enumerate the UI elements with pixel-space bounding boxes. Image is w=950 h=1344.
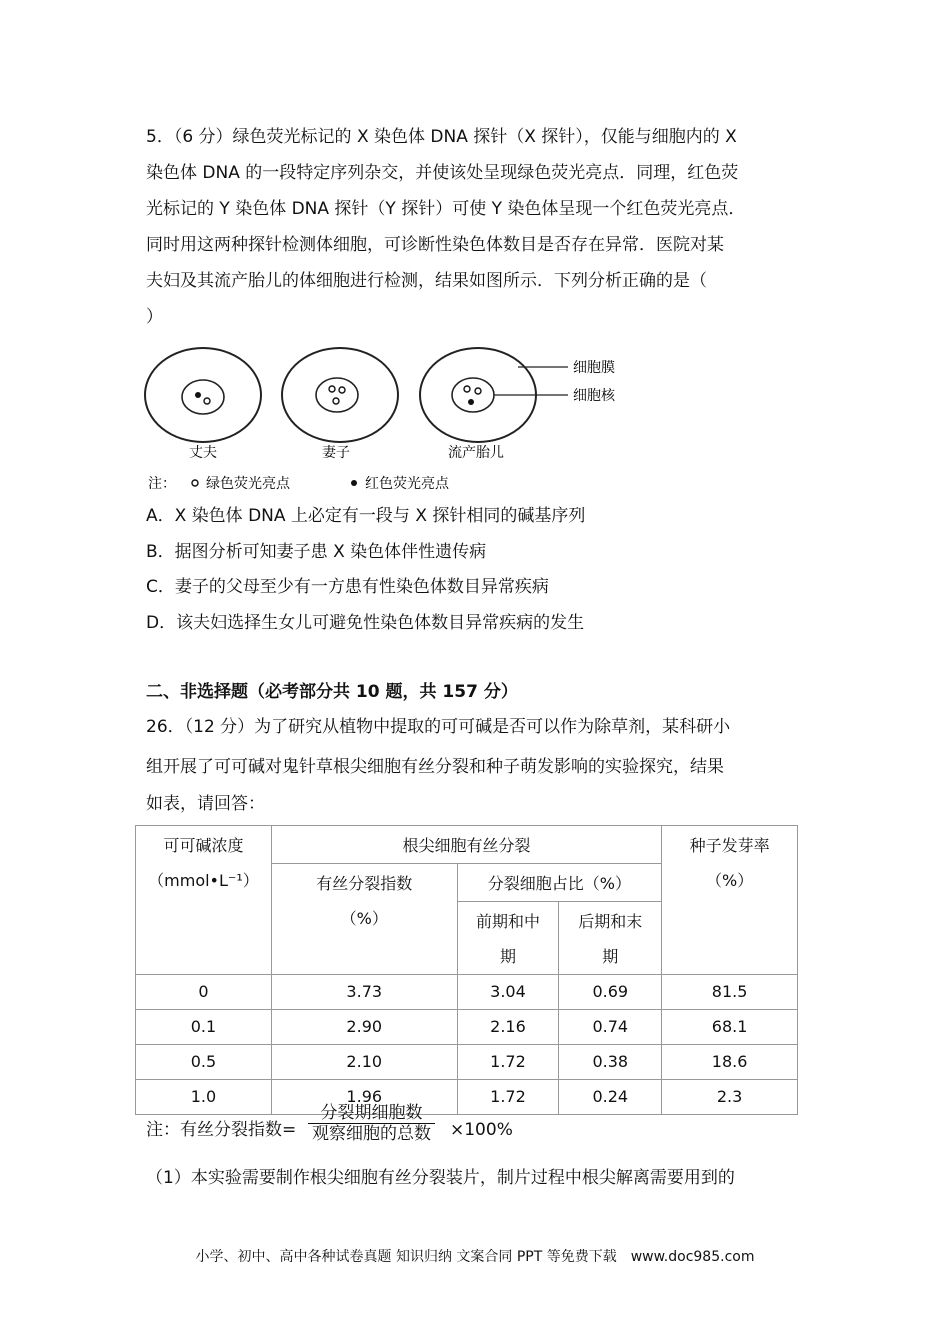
q26-line-1: 26．（12 分）为了研究从植物中提取的可可碱是否可以作为除草剂，某科研小	[146, 717, 731, 737]
fetus-red-dot	[468, 399, 474, 405]
header-pm-line2: 期	[499, 947, 516, 966]
header-mitotic-index	[271, 864, 457, 975]
membrane-label: 细胞膜	[573, 360, 615, 376]
nucleus-label: 细胞核	[573, 388, 615, 404]
cell: 0	[136, 975, 272, 1010]
header-at-line1: 后期和末	[578, 912, 643, 931]
cell: 2.16	[457, 1010, 559, 1045]
husband-green-dot	[204, 398, 210, 404]
q5-line-3: 光标记的 Y 染色体 DNA 探针（Y 探针）可使 Y 染色体呈现一个红色荧光亮点．	[146, 199, 746, 219]
wife-green-dot	[329, 386, 335, 392]
option-c: C．妻子的父母至少有一方患有性染色体数目异常疾病	[146, 577, 549, 597]
wife-green-dot	[339, 387, 345, 393]
cell-figure	[140, 345, 640, 495]
wife-cell-membrane	[282, 348, 398, 442]
option-b: B．据图分析可知妻子患 X 染色体伴性遗传病	[146, 542, 487, 562]
header-germination	[662, 826, 798, 975]
table-row	[136, 975, 798, 1010]
header-prophase-metaphase	[457, 902, 559, 975]
cell: 3.73	[271, 975, 457, 1010]
cell: 1.72	[457, 1045, 559, 1080]
q26-line-2: 组开展了可可碱对鬼针草根尖细胞有丝分裂和种子萌发影响的实验探究，结果	[146, 757, 724, 777]
wife-label: 妻子	[322, 445, 350, 461]
table-row	[136, 1010, 798, 1045]
wife-nucleus	[316, 378, 358, 412]
q5-line-1: 5．（6 分）绿色荧光标记的 X 染色体 DNA 探针（X 探针），仅能与细胞内的 X	[146, 127, 737, 147]
cell: 3.04	[457, 975, 559, 1010]
header-germination-unit: （%）	[705, 871, 754, 890]
cell: 0.24	[559, 1080, 662, 1115]
cell: 2.3	[662, 1080, 798, 1115]
header-concentration	[136, 826, 272, 975]
legend-red-label: 红色荧光亮点	[365, 476, 449, 492]
header-mitosis: 根尖细胞有丝分裂	[271, 826, 661, 864]
results-table	[135, 825, 798, 1115]
table-row	[136, 1045, 798, 1080]
legend-green-dot-icon	[192, 480, 198, 486]
formula-fraction	[308, 1103, 435, 1144]
q5-line-5: 夫妇及其流产胎儿的体细胞进行检测，结果如图所示．下列分析正确的是（	[146, 271, 707, 291]
fetus-green-dot	[475, 388, 481, 394]
legend-red-dot-icon	[351, 480, 357, 486]
husband-cell-membrane	[145, 348, 261, 442]
q5-line-2: 染色体 DNA 的一段特定序列杂交，并使该处呈现绿色荧光亮点．同理，红色荧	[146, 163, 739, 183]
section-heading: 二、非选择题（必考部分共 10 题，共 157 分）	[146, 682, 518, 702]
formula-tail: ×100%	[450, 1120, 513, 1140]
cell: 0.1	[136, 1010, 272, 1045]
cell: 0.74	[559, 1010, 662, 1045]
husband-label: 丈夫	[189, 445, 217, 461]
wife-green-dot	[333, 398, 339, 404]
formula-numerator: 分裂期细胞数	[308, 1103, 435, 1124]
husband-red-dot	[195, 392, 201, 398]
option-a: A．X 染色体 DNA 上必定有一段与 X 探针相同的碱基序列	[146, 506, 586, 526]
cell: 68.1	[662, 1010, 798, 1045]
header-dividing-ratio: 分裂细胞占比（%）	[457, 864, 662, 902]
cell: 18.6	[662, 1045, 798, 1080]
cell: 1.0	[136, 1080, 272, 1115]
cell: 81.5	[662, 975, 798, 1010]
fetus-green-dot	[464, 386, 470, 392]
formula-denominator: 观察细胞的总数	[312, 1124, 431, 1144]
cell: 1.96	[271, 1080, 457, 1115]
cell: 2.90	[271, 1010, 457, 1045]
header-germination-line1: 种子发芽率	[689, 836, 770, 855]
header-anaphase-telophase	[559, 902, 662, 975]
q26-sub1: （1）本实验需要制作根尖细胞有丝分裂装片，制片过程中根尖解离需要用到的	[146, 1168, 735, 1188]
fetus-label: 流产胎儿	[448, 445, 504, 461]
header-concentration-unit: （mmol•L⁻¹）	[148, 871, 259, 890]
cell: 0.38	[559, 1045, 662, 1080]
header-at-line2: 期	[602, 947, 619, 966]
q5-line-4: 同时用这两种探针检测体细胞，可诊断性染色体数目是否存在异常．医院对某	[146, 235, 724, 255]
table-row	[136, 1080, 798, 1115]
cell: 0.69	[559, 975, 662, 1010]
q26-line-3: 如表，请回答：	[146, 794, 265, 814]
q5-line-6: ）	[146, 307, 163, 327]
page-footer: 小学、初中、高中各种试卷真题 知识归纳 文案合同 PPT 等免费下载 www.doc985.com	[195, 1249, 755, 1265]
header-concentration-line1: 可可碱浓度	[163, 836, 244, 855]
legend-green-label: 绿色荧光亮点	[206, 476, 290, 492]
cell: 2.10	[271, 1045, 457, 1080]
header-mitotic-index-line1: 有丝分裂指数	[316, 874, 413, 893]
header-pm-line1: 前期和中	[475, 912, 540, 931]
cell: 1.72	[457, 1080, 559, 1115]
fetus-nucleus	[452, 378, 494, 412]
legend-note: 注：	[148, 476, 176, 492]
husband-nucleus	[182, 380, 224, 414]
formula-label: 注：有丝分裂指数=	[146, 1120, 297, 1140]
cell: 0.5	[136, 1045, 272, 1080]
option-d: D．该夫妇选择生女儿可避免性染色体数目异常疾病的发生	[146, 613, 585, 633]
header-mitotic-index-unit: （%）	[340, 909, 388, 928]
